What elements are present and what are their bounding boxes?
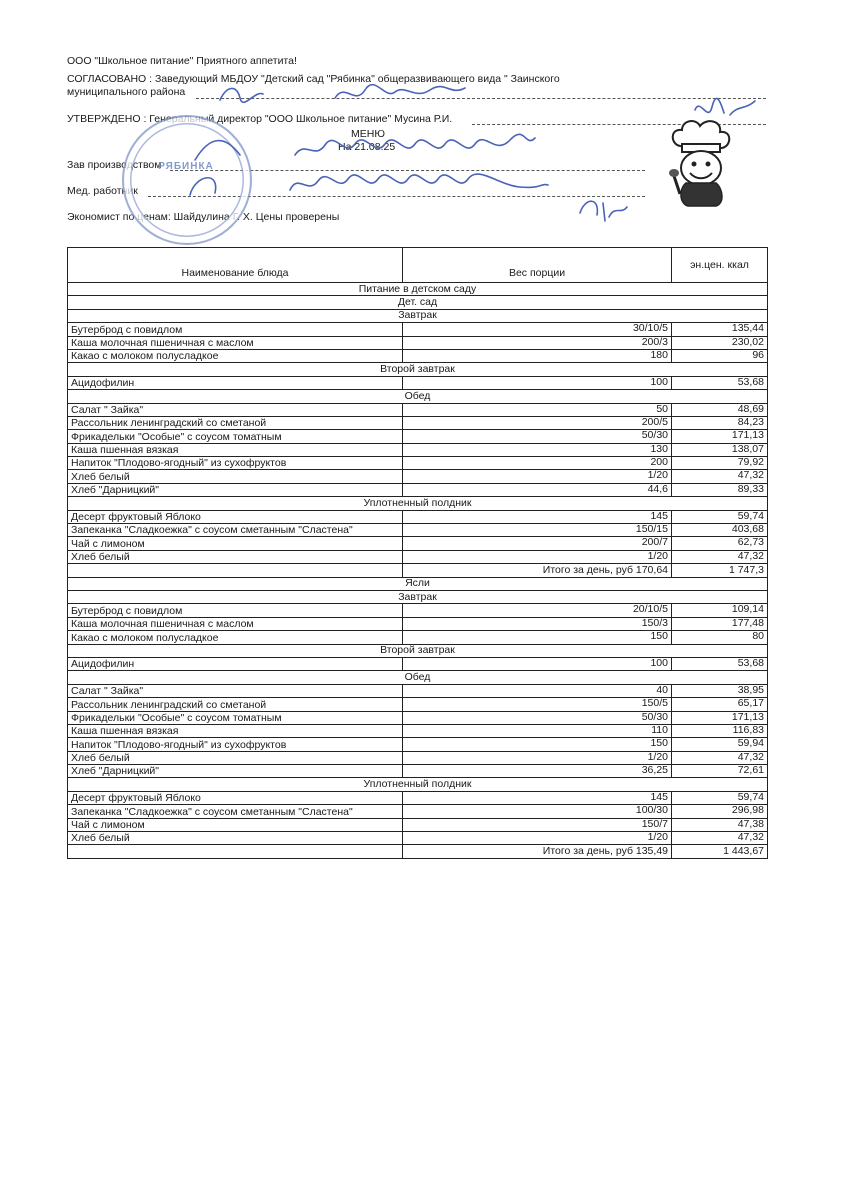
table-row (68, 524, 768, 537)
dish-name: Напиток "Плодово-ягодный" из сухофруктов (68, 738, 403, 751)
dish-name: Чай с лимоном (68, 537, 403, 550)
section-row (68, 390, 768, 403)
dish-weight: 50/30 (403, 711, 672, 724)
total-row (68, 845, 768, 858)
table-row (68, 765, 768, 778)
table-row (68, 323, 768, 336)
dish-name: Хлеб белый (68, 751, 403, 764)
section-label: Второй завтрак (68, 363, 768, 376)
dish-name: Хлеб белый (68, 832, 403, 845)
dish-weight: 200/3 (403, 336, 672, 349)
table-row (68, 457, 768, 470)
dish-name: Фрикадельки "Особые" с соусом томатным (68, 711, 403, 724)
dish-weight: 1/20 (403, 550, 672, 563)
total-label: Итого за день, руб 170,64 (403, 564, 672, 577)
dish-weight: 50/30 (403, 430, 672, 443)
column-header-weight: Вес порции (403, 248, 672, 283)
table-row (68, 617, 768, 630)
dish-weight: 150/3 (403, 617, 672, 630)
dish-weight: 150 (403, 738, 672, 751)
total-label: Итого за день, руб 135,49 (403, 845, 672, 858)
dish-kcal: 403,68 (672, 524, 768, 537)
table-row (68, 430, 768, 443)
table-row (68, 751, 768, 764)
table-row (68, 631, 768, 644)
table-row (68, 483, 768, 496)
dish-kcal: 171,13 (672, 711, 768, 724)
section-row (68, 671, 768, 684)
dish-name: Салат " Зайка" (68, 403, 403, 416)
section-row (68, 309, 768, 322)
dish-weight: 1/20 (403, 470, 672, 483)
dish-kcal: 116,83 (672, 724, 768, 737)
dish-kcal: 84,23 (672, 416, 768, 429)
section-label: Обед (68, 390, 768, 403)
dish-kcal: 109,14 (672, 604, 768, 617)
dish-name: Рассольник ленинградский со сметаной (68, 416, 403, 429)
dish-kcal: 47,32 (672, 832, 768, 845)
dish-weight: 150/15 (403, 524, 672, 537)
dish-name: Напиток "Плодово-ягодный" из сухофруктов (68, 457, 403, 470)
dish-weight: 200 (403, 457, 672, 470)
section-row (68, 363, 768, 376)
dish-name: Хлеб белый (68, 470, 403, 483)
dish-weight: 150/7 (403, 818, 672, 831)
section-row (68, 497, 768, 510)
dish-name: Бутерброд с повидлом (68, 604, 403, 617)
menu-date: На 21.08.25 (338, 141, 396, 153)
table-header-row (68, 248, 768, 283)
section-label: Второй завтрак (68, 644, 768, 657)
dish-weight: 100 (403, 657, 672, 670)
dish-kcal: 230,02 (672, 336, 768, 349)
table-row (68, 805, 768, 818)
medic-label: Мед. работник (67, 185, 138, 197)
dish-weight: 100/30 (403, 805, 672, 818)
dish-kcal: 135,44 (672, 323, 768, 336)
dish-weight: 100 (403, 376, 672, 389)
section-label: Дет. сад (68, 296, 768, 309)
section-row (68, 577, 768, 590)
dish-kcal: 62,73 (672, 537, 768, 550)
total-kcal: 1 747,3 (672, 564, 768, 577)
dish-name: Каша пшенная вязкая (68, 724, 403, 737)
dish-kcal: 59,94 (672, 738, 768, 751)
dish-kcal: 47,32 (672, 751, 768, 764)
dish-kcal: 59,74 (672, 510, 768, 523)
table-row (68, 738, 768, 751)
dish-weight: 130 (403, 443, 672, 456)
table-row (68, 818, 768, 831)
table-row (68, 604, 768, 617)
table-row (68, 443, 768, 456)
dish-name: Запеканка "Сладкоежка" с соусом сметанным "Сластена" (68, 524, 403, 537)
dish-weight: 180 (403, 349, 672, 362)
dish-weight: 150/5 (403, 698, 672, 711)
dish-name: Каша пшенная вязкая (68, 443, 403, 456)
table-row (68, 376, 768, 389)
total-spacer (68, 564, 403, 577)
dish-weight: 1/20 (403, 751, 672, 764)
table-row (68, 724, 768, 737)
economist-line: Экономист по ценам: Шайдулина Г. Х. Цены проверены (67, 211, 340, 223)
menu-title: МЕНЮ (351, 128, 385, 140)
section-row (68, 590, 768, 603)
dish-kcal: 138,07 (672, 443, 768, 456)
section-label: Уплотненный полдник (68, 778, 768, 791)
total-spacer (68, 845, 403, 858)
table-row (68, 657, 768, 670)
table-row (68, 470, 768, 483)
dish-name: Фрикадельки "Особые" с соусом томатным (68, 430, 403, 443)
table-row (68, 537, 768, 550)
dish-name: Хлеб белый (68, 550, 403, 563)
dish-weight: 20/10/5 (403, 604, 672, 617)
dish-name: Ацидофилин (68, 376, 403, 389)
production-head-signature (185, 130, 545, 165)
dish-kcal: 80 (672, 631, 768, 644)
dish-weight: 145 (403, 510, 672, 523)
table-row (68, 510, 768, 523)
dish-name: Какао с молоком полусладкое (68, 349, 403, 362)
dish-name: Запеканка "Сладкоежка" с соусом сметанным "Сластена" (68, 805, 403, 818)
table-row (68, 349, 768, 362)
dish-name: Ацидофилин (68, 657, 403, 670)
dish-weight: 30/10/5 (403, 323, 672, 336)
column-header-name: Наименование блюда (68, 248, 403, 283)
section-label: Питание в детском саду (68, 283, 768, 296)
dish-name: Хлеб "Дарницкий" (68, 765, 403, 778)
table-row (68, 550, 768, 563)
section-row (68, 283, 768, 296)
production-head-label: Зав производством (67, 159, 162, 171)
section-label: Уплотненный полдник (68, 497, 768, 510)
menu-table-body (68, 283, 768, 859)
dish-kcal: 59,74 (672, 791, 768, 804)
organization-name: ООО "Школьное питание" Приятного аппетита! (67, 55, 297, 67)
dish-kcal: 96 (672, 349, 768, 362)
dish-kcal: 53,68 (672, 657, 768, 670)
dish-name: Какао с молоком полусладкое (68, 631, 403, 644)
dish-kcal: 47,32 (672, 550, 768, 563)
dish-kcal: 48,69 (672, 403, 768, 416)
dish-kcal: 171,13 (672, 430, 768, 443)
dish-kcal: 72,61 (672, 765, 768, 778)
dish-kcal: 47,38 (672, 818, 768, 831)
agreed-line-2: муниципального района (67, 86, 186, 98)
dish-name: Рассольник ленинградский со сметаной (68, 698, 403, 711)
table-row (68, 336, 768, 349)
dish-kcal: 177,48 (672, 617, 768, 630)
total-kcal: 1 443,67 (672, 845, 768, 858)
section-label: Завтрак (68, 590, 768, 603)
dish-name: Хлеб "Дарницкий" (68, 483, 403, 496)
dish-weight: 40 (403, 684, 672, 697)
dish-weight: 36,25 (403, 765, 672, 778)
table-row (68, 416, 768, 429)
dish-kcal: 38,95 (672, 684, 768, 697)
dish-name: Салат " Зайка" (68, 684, 403, 697)
dish-weight: 200/7 (403, 537, 672, 550)
approved-line: УТВЕРЖДЕНО : Генеральный директор "ООО Школьное питание" Мусина Р.И. (67, 113, 453, 125)
table-row (68, 711, 768, 724)
section-label: Обед (68, 671, 768, 684)
chef-mascot-icon (666, 118, 736, 208)
stamp-label: РЯБИНКА (158, 161, 214, 172)
section-row (68, 644, 768, 657)
table-row (68, 403, 768, 416)
section-row (68, 296, 768, 309)
agreed-signature (215, 80, 475, 108)
dish-kcal: 296,98 (672, 805, 768, 818)
section-label: Ясли (68, 577, 768, 590)
dish-weight: 44,6 (403, 483, 672, 496)
table-row (68, 832, 768, 845)
dish-name: Десерт фруктовый Яблоко (68, 791, 403, 804)
dish-weight: 110 (403, 724, 672, 737)
dish-weight: 145 (403, 791, 672, 804)
economist-signature (575, 195, 635, 225)
table-row (68, 791, 768, 804)
menu-table (67, 247, 768, 859)
table-row (68, 698, 768, 711)
dish-kcal: 65,17 (672, 698, 768, 711)
total-row (68, 564, 768, 577)
dish-name: Каша молочная пшеничная с маслом (68, 617, 403, 630)
dish-name: Бутерброд с повидлом (68, 323, 403, 336)
dish-kcal: 47,32 (672, 470, 768, 483)
column-header-kcal: эн.цен. ккал (672, 248, 768, 283)
section-row (68, 778, 768, 791)
dish-weight: 1/20 (403, 832, 672, 845)
dish-kcal: 79,92 (672, 457, 768, 470)
dish-kcal: 53,68 (672, 376, 768, 389)
dish-kcal: 89,33 (672, 483, 768, 496)
dish-name: Каша молочная пшеничная с маслом (68, 336, 403, 349)
dish-weight: 200/5 (403, 416, 672, 429)
dish-name: Чай с лимоном (68, 818, 403, 831)
dish-name: Десерт фруктовый Яблоко (68, 510, 403, 523)
section-label: Завтрак (68, 309, 768, 322)
table-row (68, 684, 768, 697)
agreed-line-1: СОГЛАСОВАНО : Заведующий МБДОУ "Детский сад "Рябинка" общеразвивающего вида " Заинского (67, 73, 560, 85)
dish-weight: 50 (403, 403, 672, 416)
medic-signature (180, 165, 550, 200)
dish-weight: 150 (403, 631, 672, 644)
